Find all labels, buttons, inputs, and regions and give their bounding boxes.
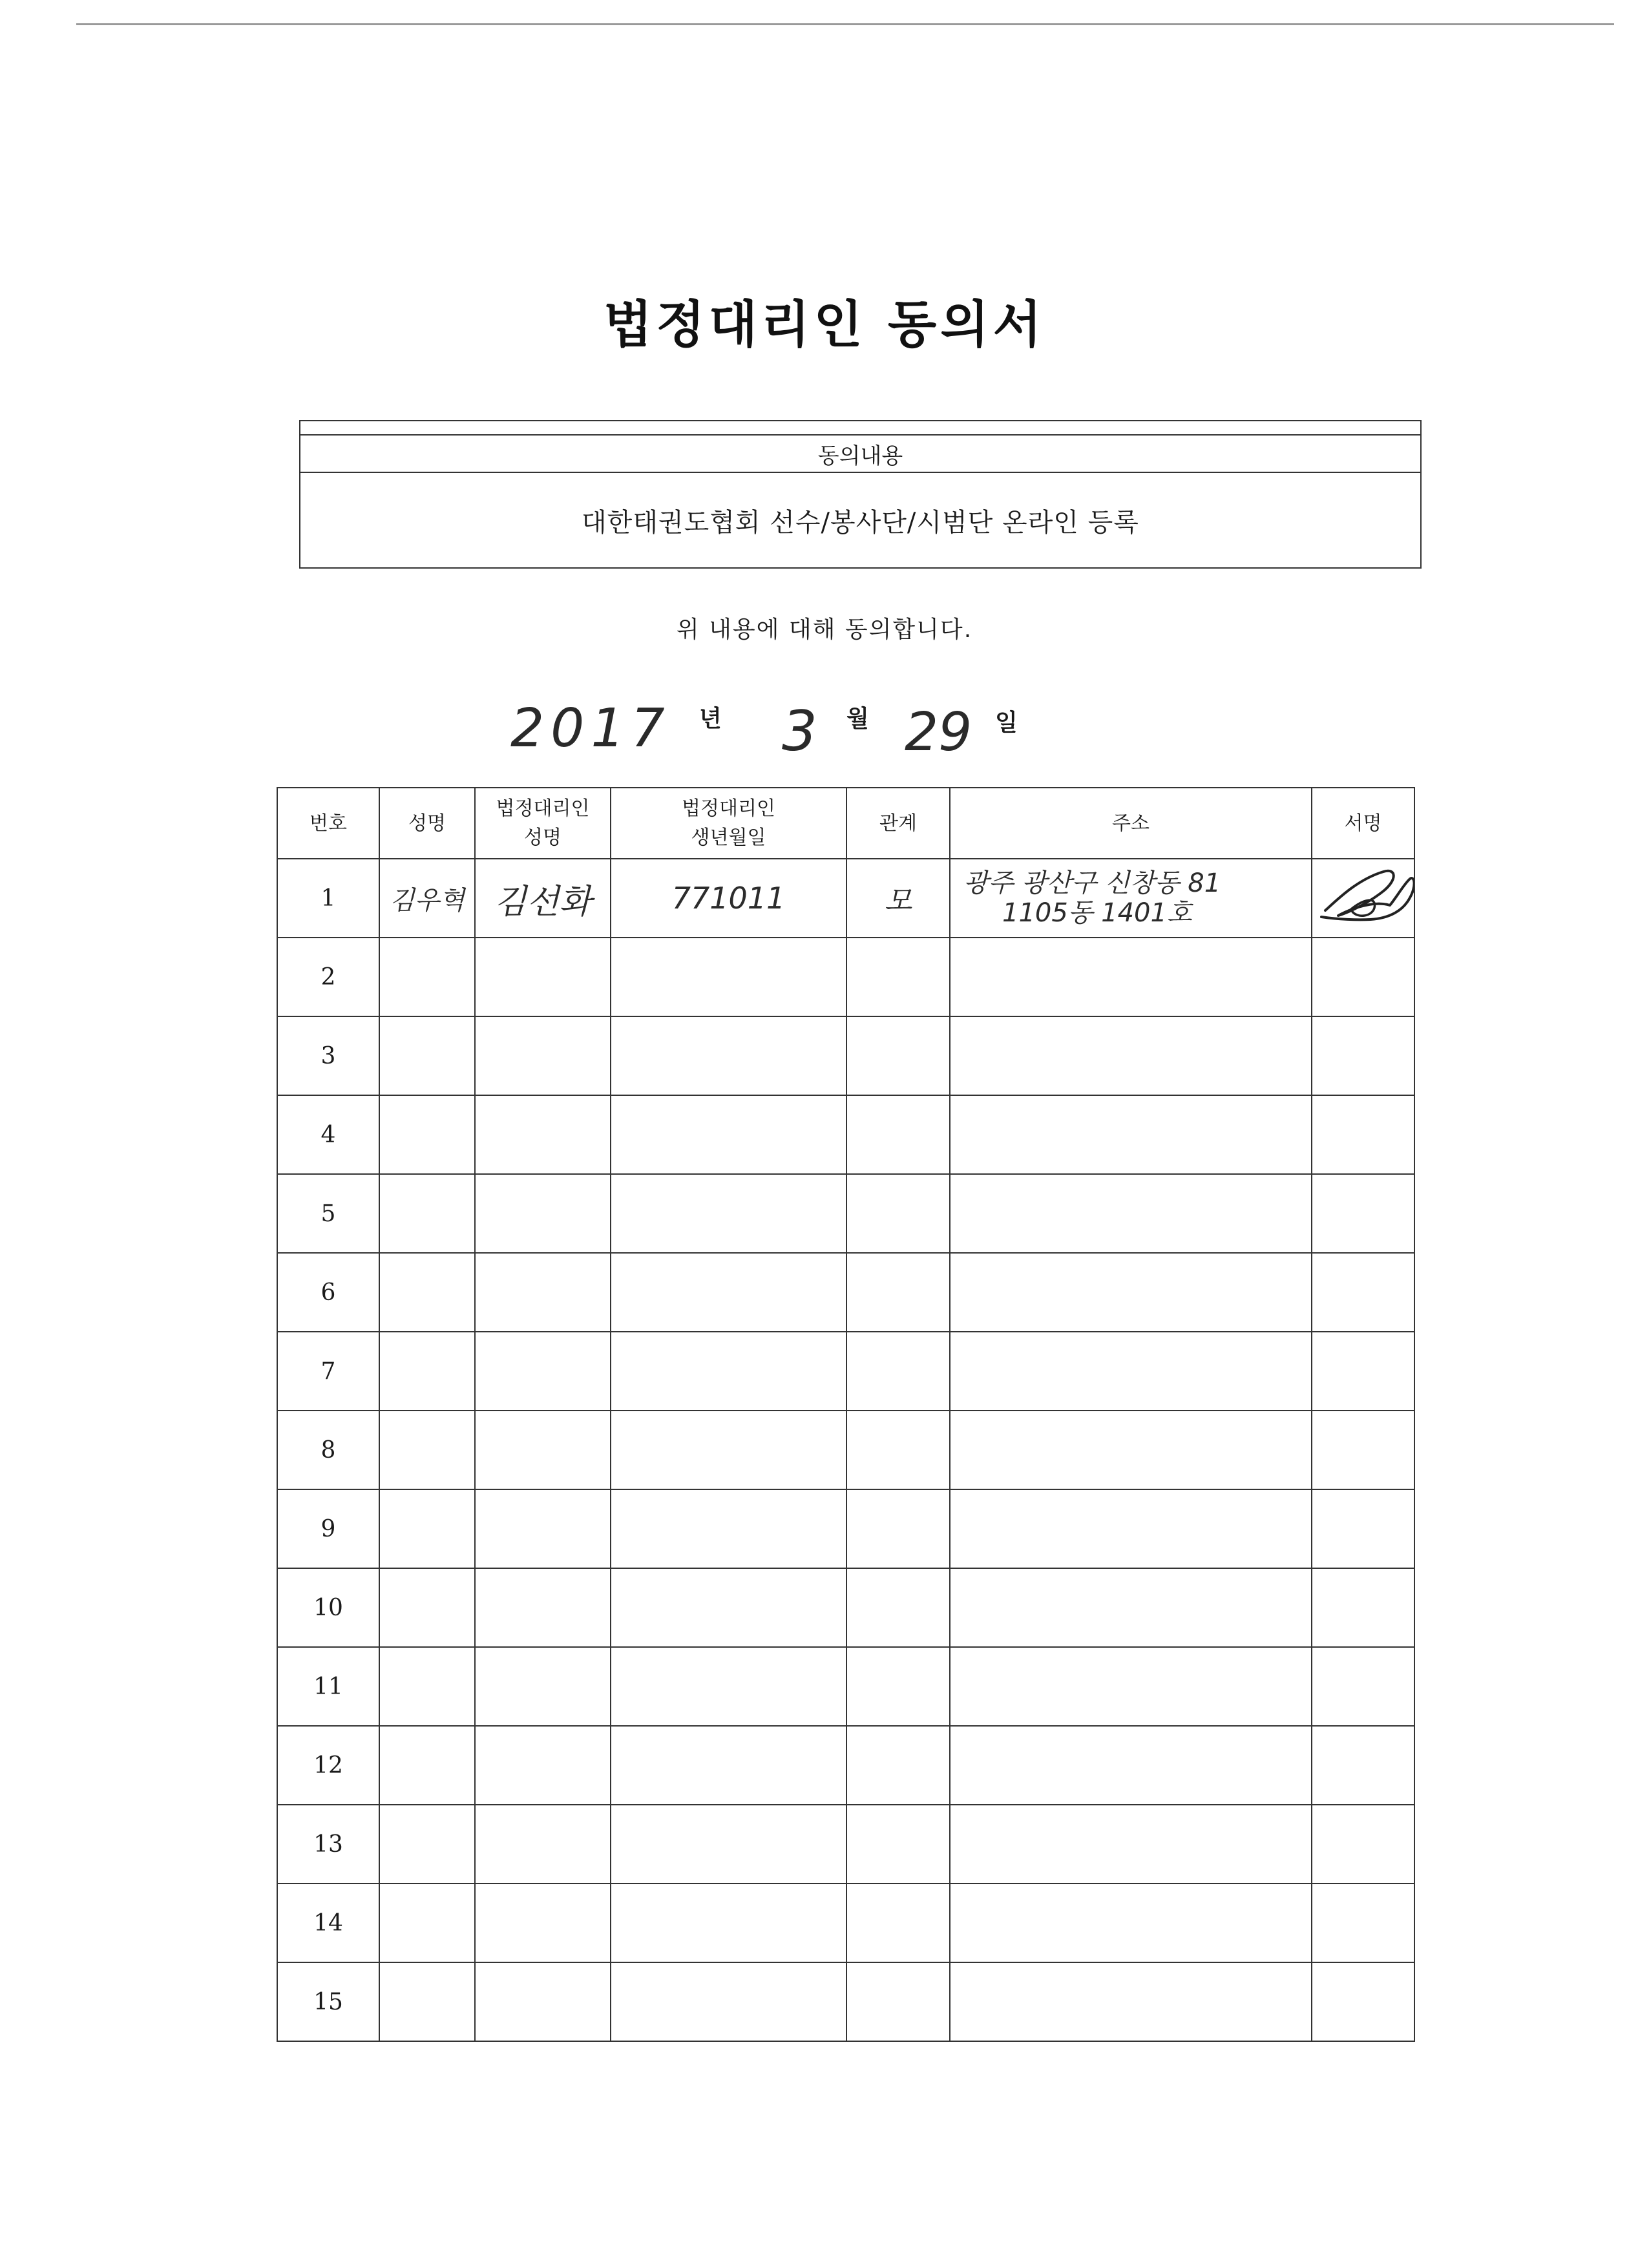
row-no: 1 [277,859,379,938]
table-row [277,1174,1414,1253]
row-guardian-birth [611,859,846,938]
row-name [379,859,475,938]
row-no: 5 [277,1174,379,1253]
row-guardian-name [475,859,611,938]
header-guardian-birth-line1: 법정대리인 [682,797,775,820]
row-no: 4 [277,1095,379,1174]
relation-handwritten: 모 [884,885,912,918]
row-no: 6 [277,1253,379,1332]
header-guardian-birth-line2: 생년월일 [691,826,766,849]
row-no: 11 [277,1647,379,1726]
header-signature: 서명 [1312,788,1414,859]
row-no: 10 [277,1568,379,1647]
table-row [277,1489,1414,1568]
address-line1-handwritten: 광주 광산구 신창동 81 [963,868,1221,898]
header-guardian-name [475,788,611,859]
table-row [277,1568,1414,1647]
name-handwritten: 김우혁 [390,885,465,916]
guardian-name-handwritten: 김선화 [494,882,592,921]
consent-header: 동의내용 [300,434,1420,473]
scan-edge-line [76,23,1614,25]
header-relation: 관계 [846,788,950,859]
date-day-handwritten: 29 [905,702,972,763]
row-no: 12 [277,1726,379,1805]
row-no: 7 [277,1332,379,1411]
row-no: 9 [277,1489,379,1568]
guardian-birth-handwritten: 771011 [671,881,786,916]
address-line2-handwritten: 1105동 1401호 [1002,898,1192,928]
row-no: 13 [277,1805,379,1884]
table-row [277,1805,1414,1884]
header-guardian-birth [611,788,846,859]
guardian-table [277,787,1415,2042]
table-row [277,1884,1414,1962]
date-month-handwritten: 3 [782,699,817,764]
date-month-label: 월 [846,706,869,732]
header-name: 성명 [379,788,475,859]
row-signature [1312,859,1414,938]
row-address [950,859,1312,938]
table-row [277,859,1414,938]
table-row [277,1332,1414,1411]
row-no: 3 [277,1016,379,1095]
header-guardian-name-line1: 법정대리인 [496,797,590,820]
signature-image [1312,860,1414,931]
consent-box [299,420,1422,569]
header-no: 번호 [277,788,379,859]
table-row [277,1962,1414,2041]
document-title: 법정대리인 동의서 [604,295,1045,354]
consent-content: 대한태권도협회 선수/봉사단/시범단 온라인 등록 [582,507,1139,538]
date-year-handwritten: 2017 [510,698,671,759]
table-header-row [277,788,1414,859]
table-row [277,1647,1414,1726]
header-guardian-name-line2: 성명 [524,826,562,849]
date-line [0,685,1649,762]
table-row [277,1726,1414,1805]
table-row [277,1253,1414,1332]
table-row [277,1411,1414,1489]
agree-statement: 위 내용에 대해 동의합니다. [676,616,973,643]
date-day-label: 일 [995,709,1018,736]
date-year-label: 년 [699,706,722,732]
row-no: 15 [277,1962,379,2041]
row-no: 2 [277,938,379,1016]
row-relation [846,859,950,938]
header-address: 주소 [950,788,1312,859]
row-no: 14 [277,1884,379,1962]
table-row [277,1095,1414,1174]
table-row [277,938,1414,1016]
table-row [277,1016,1414,1095]
row-no: 8 [277,1411,379,1489]
